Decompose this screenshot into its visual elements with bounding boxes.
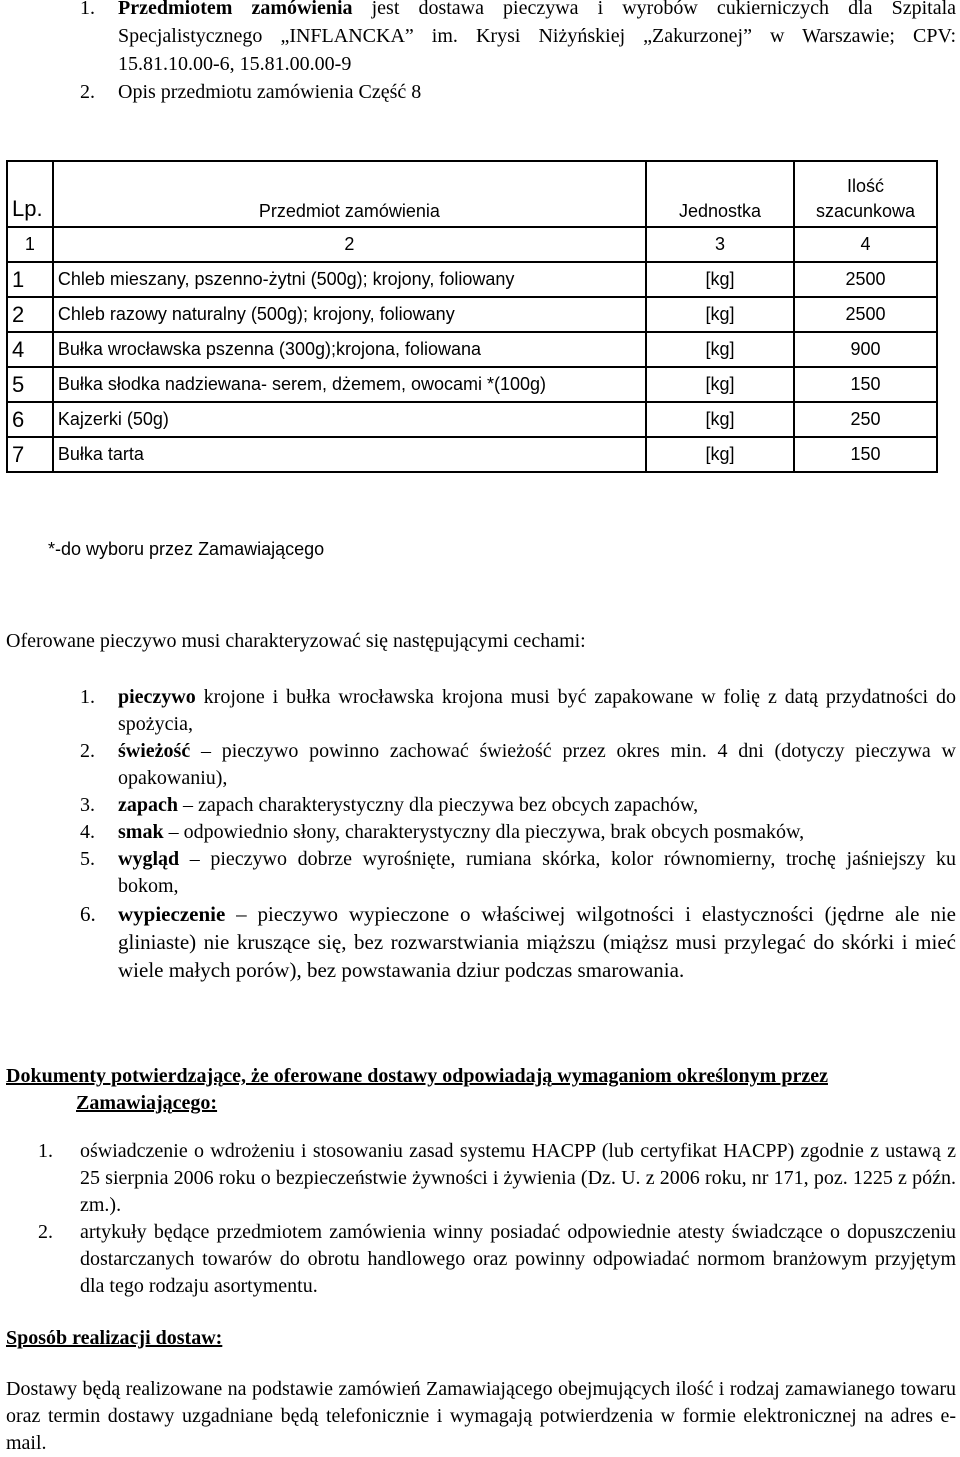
delivery-heading: Sposób realizacji dostaw: [6, 1327, 223, 1349]
header-lp: Lp. [7, 161, 53, 227]
delivery-text: Dostawy będą realizowane na podstawie zamówień Zamawiającego obejmujących ilość i rodzaj zamawianego towaru oraz termin dostawy uzgadniane będą telefonicznie i wymagają potwierdzenia w formie elektronicznej na adres e-mail. [6, 1378, 956, 1454]
feature-item [80, 738, 956, 792]
row-lp: 6 [7, 402, 53, 437]
feature-item [80, 900, 956, 984]
features-intro: Oferowane pieczywo musi charakteryzować się następującymi cechami: [6, 630, 586, 652]
intro-item-bold: Przedmiotem zamówienia [118, 0, 353, 19]
feature-item [80, 792, 956, 819]
intro-list [80, 0, 956, 106]
column-number: 3 [646, 227, 794, 262]
feature-label: smak [118, 821, 164, 843]
row-lp: 4 [7, 332, 53, 367]
row-name: Bułka słodka nadziewana- serem, dżemem, owocami *(100g) [53, 367, 646, 402]
table-header-row [7, 161, 937, 227]
row-lp: 5 [7, 367, 53, 402]
feature-text: – odpowiednio słony, charakterystyczny dla pieczywa, brak obcych posmaków, [163, 821, 805, 843]
feature-label: wygląd [118, 848, 180, 870]
document-number: 2. [38, 1221, 53, 1243]
feature-text: – pieczywo dobrze wyrośnięte, rumiana skórka, kolor równomierny, trochę jaśniejszy ku bokom, [118, 848, 956, 897]
documents-heading-line2: Zamawiającego: [76, 1092, 218, 1114]
table-row [7, 262, 937, 297]
row-qty: 2500 [794, 297, 937, 332]
row-unit: [kg] [646, 262, 794, 297]
feature-number: 4. [80, 821, 95, 843]
intro-item-number: 2. [80, 81, 95, 103]
row-lp: 2 [7, 297, 53, 332]
row-qty: 250 [794, 402, 937, 437]
header-unit: Jednostka [646, 161, 794, 227]
row-unit: [kg] [646, 297, 794, 332]
intro-item [80, 0, 956, 78]
table-row [7, 297, 937, 332]
documents-heading [6, 1063, 956, 1117]
feature-label: zapach [118, 794, 178, 816]
row-qty: 900 [794, 332, 937, 367]
features-list [80, 684, 956, 984]
feature-item [80, 819, 956, 846]
document-text: artykuły będące przedmiotem zamówienia winny posiadać odpowiednie atesty świadczące o dopuszczeniu dostarczanych towarów do obrotu handlowego oraz powinny odpowiadać normom branżowym przyjętym dla tego rodzaju asortymentu. [80, 1221, 956, 1297]
table-row [7, 402, 937, 437]
intro-item [80, 78, 956, 106]
feature-text: krojone i bułka wrocławska krojona musi być zapakowane w folię z datą przydatności do spożycia, [118, 686, 956, 735]
feature-item [80, 846, 956, 900]
table-row [7, 332, 937, 367]
row-qty: 2500 [794, 262, 937, 297]
document-item [38, 1219, 956, 1300]
row-qty: 150 [794, 367, 937, 402]
row-qty: 150 [794, 437, 937, 472]
row-name: Kajzerki (50g) [53, 402, 646, 437]
row-lp: 7 [7, 437, 53, 472]
row-unit: [kg] [646, 367, 794, 402]
row-name: Bułka wrocławska pszenna (300g);krojona, foliowana [53, 332, 646, 367]
feature-text: – zapach charakterystyczny dla pieczywa bez obcych zapachów, [178, 794, 699, 816]
feature-item [80, 684, 956, 738]
table-footnote: *-do wyboru przez Zamawiającego [48, 539, 325, 559]
table-row [7, 367, 937, 402]
header-qty-line1: Ilość [847, 176, 885, 196]
feature-label: wypieczenie [118, 902, 226, 926]
header-qty-line2: szacunkowa [816, 201, 916, 221]
feature-number: 3. [80, 794, 95, 816]
row-lp: 1 [7, 262, 53, 297]
intro-item-text: Opis przedmiotu zamówienia Część 8 [118, 81, 422, 103]
feature-text: – pieczywo powinno zachować świeżość przez okres min. 4 dni (dotyczy pieczywa w opakowaniu), [118, 740, 956, 789]
feature-text: – pieczywo wypieczone o właściwej wilgotności i elastyczności (jędrne ale nie gliniaste) nie kruszące się, bez rozwarstwiania miąższu (miąższ musi przylegać do skórki i mieć wiele małych porów), bez powstawania dziur podczas smarowania. [118, 902, 956, 982]
header-qty [794, 161, 937, 227]
documents-heading-line1: Dokumenty potwierdzające, że oferowane dostawy odpowiadają wymaganiom określonym przez [6, 1065, 828, 1087]
feature-number: 2. [80, 740, 95, 762]
table-row [7, 437, 937, 472]
row-name: Chleb razowy naturalny (500g); krojony, foliowany [53, 297, 646, 332]
intro-item-text: jest dostawa pieczywa i wyrobów cukierniczych dla Szpitala Specjalistycznego „INFLANCKA” im. Krysi Niżyńskiej „Zakurzonej” w Warszawie; CPV: 15.81.10.00-6, 15.81.00.00-9 [118, 0, 956, 75]
document-number: 1. [38, 1140, 53, 1162]
column-number-row [7, 227, 937, 262]
row-unit: [kg] [646, 332, 794, 367]
row-unit: [kg] [646, 402, 794, 437]
feature-label: świeżość [118, 740, 191, 762]
feature-label: pieczywo [118, 686, 196, 708]
order-table [6, 160, 938, 473]
header-name: Przedmiot zamówienia [53, 161, 646, 227]
intro-item-number: 1. [80, 0, 95, 19]
documents-list [38, 1138, 956, 1300]
column-number: 2 [53, 227, 646, 262]
feature-number: 5. [80, 848, 95, 870]
feature-number: 1. [80, 686, 95, 708]
column-number: 4 [794, 227, 937, 262]
document-text: oświadczenie o wdrożeniu i stosowaniu zasad systemu HACPP (lub certyfikat HACPP) zgodnie z ustawą z 25 sierpnia 2006 roku o bezpieczeństwie żywności i żywienia (Dz. U. z 2006 roku, nr 171, poz. 1225 z późn. zm.). [80, 1140, 956, 1216]
row-unit: [kg] [646, 437, 794, 472]
column-number: 1 [7, 227, 53, 262]
row-name: Bułka tarta [53, 437, 646, 472]
row-name: Chleb mieszany, pszenno-żytni (500g); krojony, foliowany [53, 262, 646, 297]
feature-number: 6. [80, 902, 96, 926]
document-item [38, 1138, 956, 1219]
